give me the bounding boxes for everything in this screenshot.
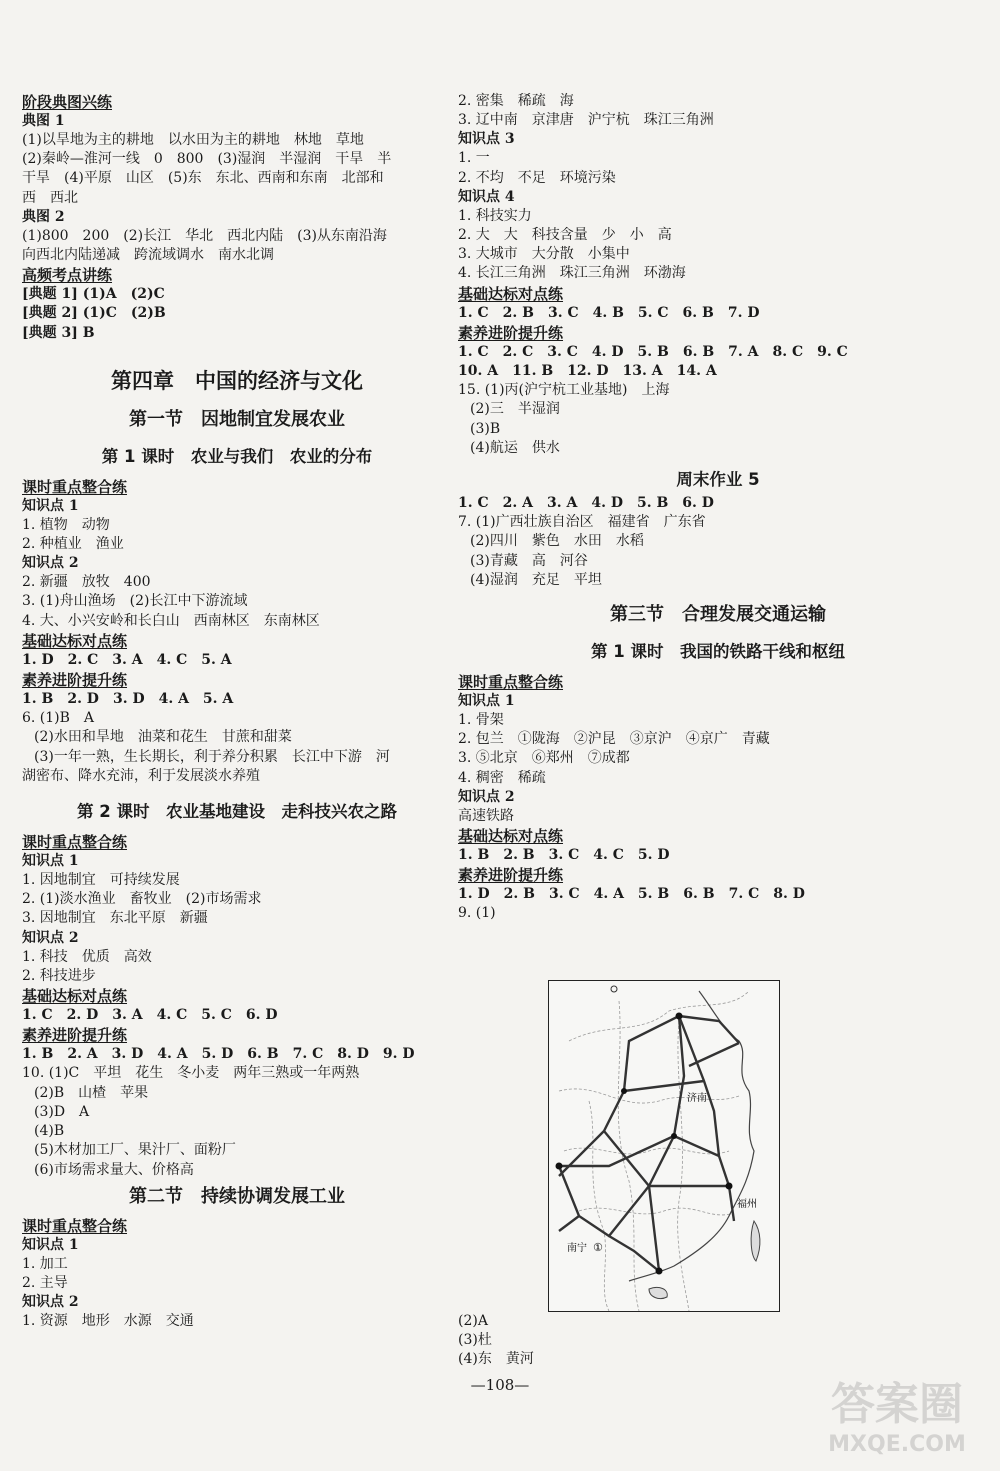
answer-line: 湖密布、降水充沛，利于发展淡水养殖 (22, 767, 260, 784)
label-nanning: 南宁 (567, 1243, 587, 1254)
railway-hubs (556, 1013, 733, 1275)
answer-line: 4. 大、小兴安岭和长白山 西南林区 东南林区 (22, 612, 320, 629)
watermark-top-text: 答案圈 (831, 1379, 963, 1430)
answer-line: 1. C 2. A 3. A 4. D 5. B 6. D (458, 495, 714, 512)
railway-map-drawing (549, 981, 779, 1311)
answer-line: 9. (1) (458, 905, 496, 922)
knowledge-point-label: 知识点 1 (458, 693, 515, 710)
answer-line: 1. B 2. A 3. D 4. A 5. D 6. B 7. C 8. D 9. D (22, 1046, 415, 1063)
chapter-title: 第四章 中国的经济与文化 (111, 368, 363, 393)
answer-line: 3. 因地制宜 东北平原 新疆 (22, 910, 208, 927)
answer-line: (4)东 黄河 (458, 1351, 534, 1368)
answer-line: 1. 因地制宜 可持续发展 (22, 872, 180, 889)
answer-line: 10. (1)C 平坦 花生 冬小麦 两年三熟或一年两熟 (22, 1065, 360, 1082)
answer-line: 1. 植物 动物 (22, 516, 110, 533)
answer-line: (4)湿润 充足 平坦 (470, 571, 602, 588)
knowledge-point-label: 知识点 2 (22, 555, 79, 572)
answer-line: 4. 长江三角洲 珠江三角洲 环渤海 (458, 265, 686, 282)
practice-heading: 课时重点整合练 (458, 673, 564, 692)
label-circle-1: ① (593, 1241, 603, 1254)
advanced-practice-heading: 素养进阶提升练 (458, 866, 564, 885)
label-jinan: 济南 (687, 1093, 707, 1104)
answer-line: 1. D 2. C 3. A 4. C 5. A (22, 651, 232, 668)
section-title: 第二节 持续协调发展工业 (129, 1185, 345, 1207)
answer-line: 2. 主导 (22, 1274, 68, 1291)
answer-line: 1. 加工 (22, 1255, 68, 1272)
knowledge-point-label: 知识点 3 (458, 131, 515, 148)
advanced-practice-heading: 素养进阶提升练 (22, 671, 128, 690)
answer-line: (3)青藏 高 河谷 (470, 552, 588, 569)
taiwan-island (751, 1221, 760, 1261)
practice-heading: 课时重点整合练 (22, 477, 128, 496)
left-column (22, 92, 452, 1331)
answer-line: (1)800 200 (2)长江 华北 西北内陆 (3)从东南沿海 (22, 227, 387, 244)
answer-line: (6)市场需求量大、价格高 (34, 1161, 194, 1178)
answer-line: 1. C 2. C 3. C 4. D 5. B 6. B 7. A 8. C 9. C (458, 343, 848, 360)
knowledge-point-label: 知识点 1 (22, 853, 79, 870)
answer-line: (3)一年一熟，生长期长，利于养分积累 长江中下游 河 (34, 748, 390, 765)
answer-line: (4)B (34, 1123, 65, 1140)
answer-line: (2)水田和旱地 油菜和花生 甘蔗和甜菜 (34, 729, 292, 746)
answer-line: (3)B (470, 420, 501, 437)
answer-line: [典题 1] (1)A (2)C (22, 286, 165, 303)
answer-line: (2)B 山楂 苹果 (34, 1084, 149, 1101)
knowledge-point-label: 知识点 2 (22, 929, 79, 946)
label-fuzhou: 福州 (737, 1199, 757, 1210)
answer-line: 3. 辽中南 京津唐 沪宁杭 珠江三角洲 (458, 112, 714, 129)
answer-line: 4. 稠密 稀疏 (458, 769, 546, 786)
answer-line: 干旱 (4)平原 山区 (5)东 东北、西南和东南 北部和 (22, 170, 384, 187)
exercise-title: 典图 1 (22, 113, 65, 129)
hainan-island (649, 1287, 667, 1298)
answer-line: 高速铁路 (458, 807, 514, 824)
answer-line: (3)杜 (458, 1332, 492, 1349)
answer-line: 2. (1)淡水渔业 畜牧业 (2)市场需求 (22, 891, 262, 908)
answer-line: 7. (1)广西壮族自治区 福建省 广东省 (458, 514, 706, 531)
railway-lines (559, 1016, 739, 1271)
answer-line: 3. 大城市 大分散 小集中 (458, 246, 630, 263)
answer-line: 1. B 2. B 3. C 4. C 5. D (458, 847, 670, 864)
watermark-bottom-text: MXQE.COM (828, 1432, 966, 1457)
answer-line: 1. 资源 地形 水源 交通 (22, 1313, 194, 1330)
practice-heading: 课时重点整合练 (22, 833, 128, 852)
answer-line: (1)以旱地为主的耕地 以水田为主的耕地 林地 草地 (22, 132, 364, 148)
coastline (629, 991, 754, 1281)
exercise-title: 典图 2 (22, 208, 65, 225)
answer-line: 1. 一 (458, 150, 490, 167)
lesson-title: 第 1 课时 我国的铁路干线和枢纽 (591, 642, 845, 662)
knowledge-point-label: 知识点 1 (22, 1236, 79, 1253)
basic-practice-heading: 基础达标对点练 (22, 987, 128, 1006)
knowledge-point-label: 知识点 2 (458, 788, 515, 805)
answer-line: (2)四川 紫色 水田 水稻 (470, 533, 644, 550)
answer-line: 2. 科技进步 (22, 967, 96, 984)
site-watermark-logo (812, 1361, 982, 1461)
answer-line: 1. C 2. B 3. C 4. B 5. C 6. B 7. D (458, 304, 760, 321)
answer-line: 2. 大 大 科技含量 少 小 高 (458, 227, 672, 244)
city-marker (611, 986, 617, 992)
answer-line: 15. (1)丙(沪宁杭工业基地) 上海 (458, 382, 670, 399)
answer-line: 10. A 11. B 12. D 13. A 14. A (458, 363, 717, 380)
knowledge-point-label: 知识点 2 (22, 1294, 79, 1311)
section-title: 第三节 合理发展交通运输 (610, 604, 826, 626)
basic-practice-heading: 基础达标对点练 (458, 827, 564, 846)
answer-line: 3. (1)舟山渔场 (2)长江中下游流域 (22, 593, 248, 610)
answer-line: (2)秦岭—淮河一线 0 800 (3)湿润 半湿润 干旱 半 (22, 151, 392, 168)
review-section-title: 阶段典图兴练 (22, 93, 113, 111)
answer-line: 西 西北 (22, 189, 78, 206)
answer-line: 2. 不均 不足 环境污染 (458, 169, 616, 186)
weekend-homework-title: 周末作业 5 (676, 470, 760, 490)
answer-line: 6. (1)B A (22, 710, 95, 727)
advanced-practice-heading: 素养进阶提升练 (22, 1026, 128, 1045)
answer-line: 2. 包兰 ①陇海 ②沪昆 ③京沪 ④京广 青藏 (458, 731, 770, 748)
frequent-points-title: 高频考点讲练 (22, 266, 113, 285)
railway-map (548, 980, 780, 1312)
lesson-title: 第 2 课时 农业基地建设 走科技兴农之路 (77, 802, 397, 822)
answer-line: 2. 密集 稀疏 海 (458, 93, 574, 109)
answer-line: 1. 科技 优质 高效 (22, 948, 152, 965)
answer-line: 向西北内陆递减 跨流域调水 南水北调 (22, 247, 274, 264)
answer-line: 3. ⑤北京 ⑥郑州 ⑦成都 (458, 750, 630, 767)
answer-line: (3)D A (34, 1103, 90, 1120)
page-number: —108— (470, 1376, 530, 1394)
answer-line: [典题 3] B (22, 324, 95, 341)
knowledge-point-label: 知识点 4 (458, 188, 515, 205)
answer-line: (4)航运 供水 (470, 439, 560, 456)
answer-line: (5)木材加工厂、果汁厂、面粉厂 (34, 1142, 236, 1159)
basic-practice-heading: 基础达标对点练 (22, 631, 128, 650)
advanced-practice-heading: 素养进阶提升练 (458, 323, 564, 342)
right-column (458, 92, 978, 924)
answer-line: 2. 新疆 放牧 400 (22, 574, 151, 591)
basic-practice-heading: 基础达标对点练 (458, 284, 564, 303)
answer-line: 1. B 2. D 3. D 4. A 5. A (22, 691, 234, 708)
answer-line: (2)A (458, 1313, 488, 1329)
practice-heading: 课时重点整合练 (22, 1216, 128, 1235)
answer-line: [典题 2] (1)C (2)B (22, 305, 166, 322)
answer-line: 1. 科技实力 (458, 207, 532, 224)
answer-line: 1. C 2. D 3. A 4. C 5. C 6. D (22, 1007, 278, 1024)
province-borders (559, 991, 749, 1311)
answer-line: 1. D 2. B 3. C 4. A 5. B 6. B 7. C 8. D (458, 886, 805, 903)
answer-line: (2)三 半湿润 (470, 401, 560, 418)
knowledge-point-label: 知识点 1 (22, 497, 79, 514)
answer-line: 1. 骨架 (458, 712, 504, 729)
lesson-title: 第 1 课时 农业与我们 农业的分布 (101, 446, 373, 466)
answer-line: 2. 种植业 渔业 (22, 536, 124, 553)
section-title: 第一节 因地制宜发展农业 (129, 408, 345, 430)
